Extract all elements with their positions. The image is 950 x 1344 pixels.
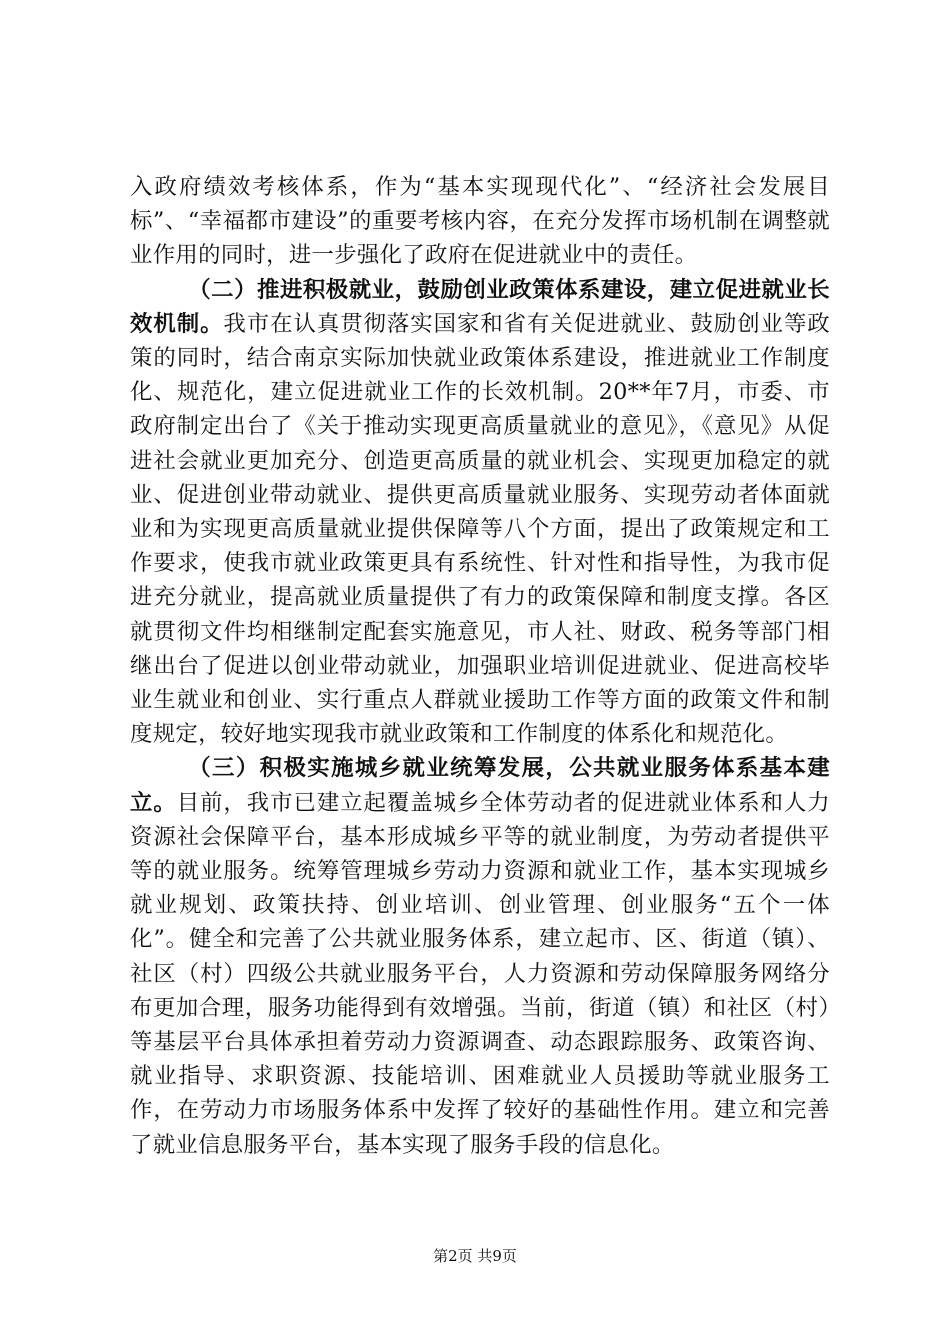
page-footer — [0, 1246, 950, 1266]
paragraph-2 — [130, 273, 830, 752]
paragraph-1-text: 入政府绩效考核体系，作为“基本实现现代化”、“经济社会发展目标”、“幸福都市建设”的重要考核内容，在充分发挥市场机制在调整就业作用的同时，进一步强化了政府在促进就业中的责任。 — [130, 174, 830, 269]
section-heading-3: （三）积极实施城乡就业统筹发展，公共就业服务体系基本建立。 — [130, 755, 830, 816]
paragraph-3-text: 目前，我市已建立起覆盖城乡全体劳动者的促进就业体系和人力资源社会保障平台，基本形成城乡平等的就业制度，为劳动者提供平等的就业服务。统筹管理城乡劳动力资源和就业工作，基本实现城乡就业规划、政策扶持、创业培训、创业管理、创业服务“五个一体化”。健全和完善了公共就业服务体系，建立起市、区、街道（镇）、社区（村）四级公共就业服务平台，人力资源和劳动保障服务网络分布更加合理，服务功能得到有效增强。当前，街道（镇）和社区（村）等基层平台具体承担着劳动力资源调查、动态跟踪服务、政策咨询、就业指导、求职资源、技能培训、困难就业人员援助等就业服务工作，在劳动力市场服务体系中发挥了较好的基础性作用。建立和完善了就业信息服务平台，基本实现了服务手段的信息化。 — [130, 789, 830, 1158]
paragraph-1 — [130, 170, 830, 273]
paragraph-3 — [130, 751, 830, 1161]
page-number: 第2页 共9页 — [433, 1247, 517, 1265]
document-body — [130, 170, 830, 1162]
section-heading-2: （二）推进积极就业，鼓励创业政策体系建设，建立促进就业长效机制。 — [130, 276, 830, 337]
paragraph-2-text: 我市在认真贯彻落实国家和省有关促进就业、鼓励创业等政策的同时，结合南京实际加快就业政策体系建设，推进就业工作制度化、规范化，建立促进就业工作的长效机制。20**年7月，市委、市政府制定出台了《关于推动实现更高质量就业的意见》，《意见》从促进社会就业更加充分、创造更高质量的就业机会、实现更加稳定的就业、促进创业带动就业、提供更高质量就业服务、实现劳动者体面就业和为实现更高质量就业提供保障等八个方面，提出了政策规定和工作要求，使我市就业政策更具有系统性、针对性和指导性，为我市促进充分就业，提高就业质量提供了有力的政策保障和制度支撑。各区就贯彻文件均相继制定配套实施意见，市人社、财政、税务等部门相继出台了促进以创业带动就业，加强职业培训促进就业、促进高校毕业生就业和创业、实行重点人群就业援助工作等方面的政策文件和制度规定，较好地实现我市就业政策和工作制度的体系化和规范化。 — [130, 310, 830, 748]
